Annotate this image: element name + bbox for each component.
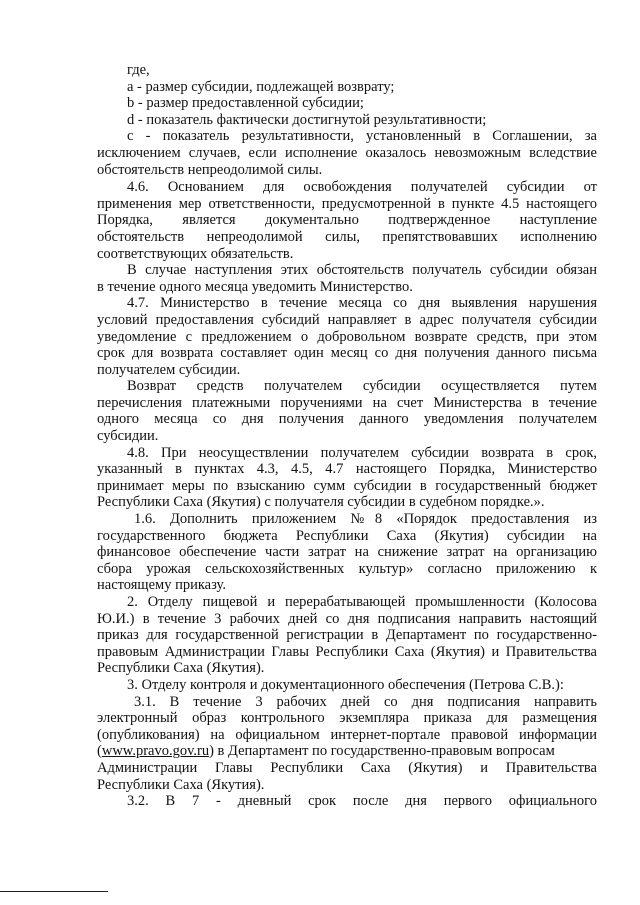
text-line: получателем субсидии. <box>97 361 241 378</box>
text-line: Республики Саха (Якутия). <box>97 776 265 793</box>
text-line: Ю.И.) в течение 3 рабочих дней со дня подписания направить настоящий <box>97 610 597 627</box>
pravo-link[interactable]: www.pravo.gov.ru <box>101 743 210 760</box>
text-line: одного месяца со дня получения данного уведомления получателем <box>97 411 597 428</box>
text-line: 3.2. В 7 - дневный срок после дня первого официального <box>127 793 597 810</box>
text-line: соответствующих обязательств. <box>97 245 294 262</box>
text-line: правовым Администрации Главы Республики Саха (Якутия) и Правительства <box>97 643 597 660</box>
text-line: Администрации Главы Республики Саха (Якутия) и Правительства <box>97 759 597 776</box>
text-line: Республики Саха (Якутия) с получателя субсидии в судебном порядке.». <box>97 494 545 511</box>
text-line: настоящему приказу. <box>97 577 226 594</box>
text-line: где, <box>127 62 150 78</box>
text-line: обстоятельств непреодолимой силы. <box>97 161 323 178</box>
text-line: сбора урожая сельскохозяйственных культур» согласно приложению к <box>97 560 597 577</box>
text-line: d - показатель фактически достигнутой результативности; <box>127 111 487 128</box>
text-line: a - размер субсидии, подлежащей возврату; <box>127 78 395 95</box>
text-line: применения мер ответственности, предусмотренной в пункте 4.5 настоящего <box>97 195 597 212</box>
text-line: c - показатель результативности, установленный в Соглашении, за <box>127 128 597 145</box>
text-line: Возврат средств получателем субсидии осуществляется путем <box>127 378 597 395</box>
text-line: (www.pravo.gov.ru) в Департамент по государственно-правовым вопросам <box>97 743 555 760</box>
text-line: условий предоставления субсидий направляет в адрес получателя субсидии <box>97 311 597 328</box>
text-line: государственного бюджета Республики Саха (Якутия) субсидии на <box>97 527 597 544</box>
text-line: субсидии. <box>97 428 159 445</box>
text-line: 2. Отделу пищевой и перерабатывающей промышленности (Колосова <box>127 594 597 610</box>
text-line: уведомление с предложением о добровольном возврате средств, при этом <box>97 328 597 345</box>
text-line: обстоятельств непреодолимой силы, препятствовавших исполнению <box>97 228 597 245</box>
text-line: указанный в пунктах 4.3, 4.5, 4.7 настоящего Порядка, Министерство <box>97 461 597 478</box>
text-line: финансовое обеспечение части затрат на снижение затрат на организацию <box>97 544 597 561</box>
text-line: принимает меры по взысканию сумм субсидии в государственный бюджет <box>97 477 597 494</box>
text-line: Республики Саха (Якутия). <box>97 660 265 677</box>
text-line: срок для возврата составляет один месяц со дня получения данного письма <box>97 345 597 362</box>
text-line: 4.8. При неосуществлении получателем субсидии возврата в срок, <box>127 444 597 461</box>
text-line: электронный образ контрольного экземпляра приказа для размещения <box>97 710 597 727</box>
text-line: 3.1. В течение 3 рабочих дней со дня подписания направить <box>134 693 597 710</box>
text-line: 1.6. Дополнить приложением №8 «Порядок предоставления из <box>134 511 597 528</box>
text-line: в течение одного месяца уведомить Министерство. <box>97 278 413 295</box>
text-line: В случае наступления этих обстоятельств получатель субсидии обязан <box>127 262 597 279</box>
text-line: 4.7. Министерство в течение месяца со дня выявления нарушения <box>127 295 597 312</box>
text-line: исключением случаев, если исполнение оказалось невозможным вследствие <box>97 144 597 161</box>
text-line: 4.6. Основанием для освобождения получателей субсидии от <box>127 179 597 196</box>
footnote-rule <box>0 891 108 892</box>
text-line: (опубликования) на официальном интернет-портале правовой информации <box>97 726 597 743</box>
text-line: 3. Отделу контроля и документационного обеспечения (Петрова С.В.): <box>127 676 564 693</box>
text-line: перечисления платежными поручениями на счет Министерства в течение <box>97 394 597 411</box>
document-page <box>97 62 597 810</box>
text-line: приказ для государственной регистрации в Департамент по государственно- <box>97 627 597 644</box>
text-line: Порядка, является документально подтвержденное наступление <box>97 212 597 229</box>
text-line: b - размер предоставленной субсидии; <box>127 95 364 112</box>
